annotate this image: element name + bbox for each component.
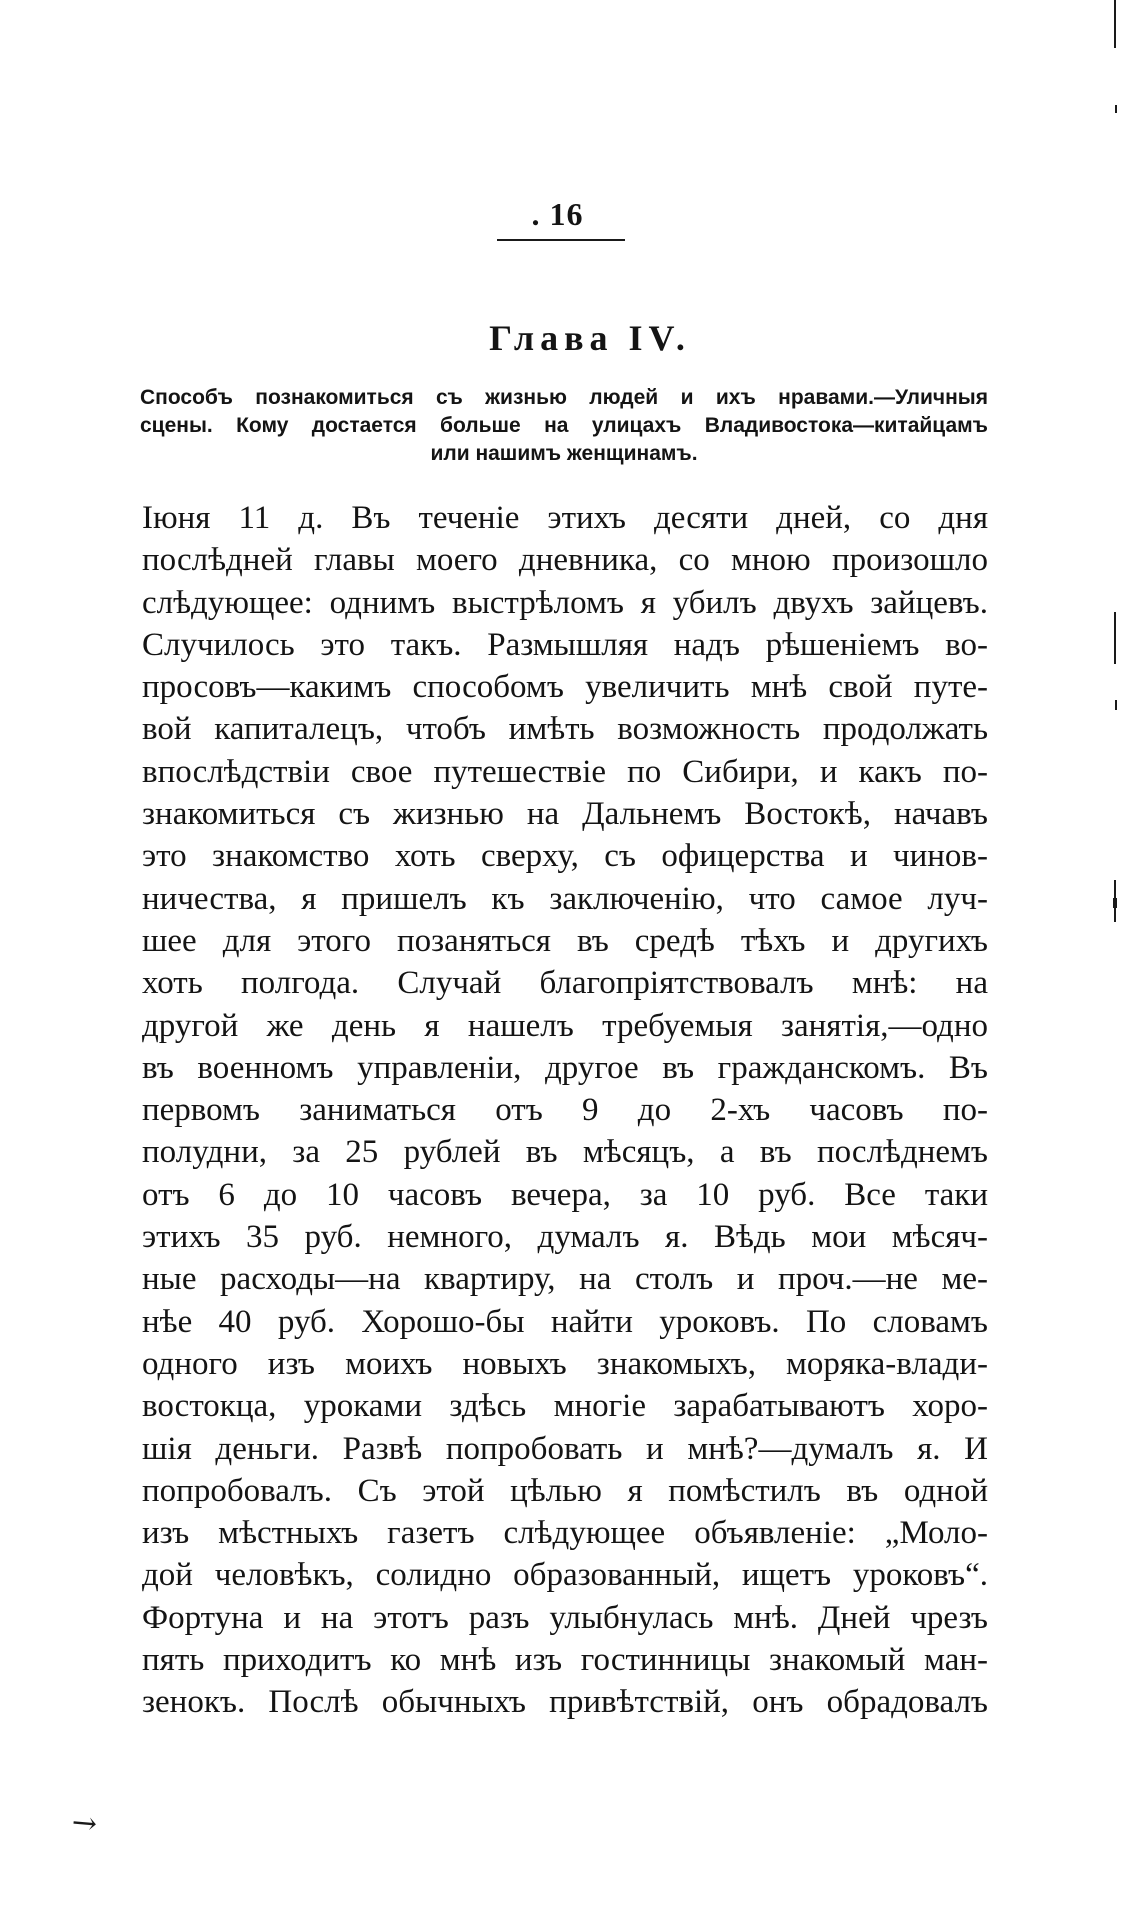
scan-mark bbox=[1115, 105, 1117, 113]
body-line: Фортуна и на этотъ разъ улыбнулась мнѣ. Дней чрезъ bbox=[142, 1599, 988, 1636]
body-line: первомъ заниматься отъ 9 до 2-хъ часовъ по- bbox=[142, 1092, 988, 1129]
body-line: послѣдней главы моего дневника, со мною произошло bbox=[142, 542, 988, 579]
summary-line: Способъ познакомиться съ жизнью людей и ихъ нравами.—Уличныя bbox=[140, 386, 988, 409]
body-line: пять приходитъ ко мнѣ изъ гостинницы знакомый ман- bbox=[142, 1642, 988, 1679]
page-number: . 16 bbox=[531, 196, 584, 232]
body-line: ные расходы—на квартиру, на столъ и проч.—не ме- bbox=[142, 1261, 988, 1298]
body-line: хоть полгода. Случай благопріятствовалъ мнѣ: на bbox=[142, 965, 988, 1002]
body-line: одного изъ моихъ новыхъ знакомыхъ, моряка-влади- bbox=[142, 1345, 988, 1382]
body-line: вой капиталецъ, чтобъ имѣть возможность продолжать bbox=[142, 711, 988, 748]
body-line: знакомиться съ жизнью на Дальнемъ Востокѣ, начавъ bbox=[142, 796, 988, 833]
body-line: ничества, я пришелъ къ заключенію, что самое луч- bbox=[142, 880, 988, 917]
scan-mark bbox=[1115, 700, 1117, 710]
scan-mark: ↘ bbox=[64, 1802, 105, 1845]
body-line: зенокъ. Послѣ обычныхъ привѣтствій, онъ обрадовалъ bbox=[142, 1684, 988, 1721]
scan-mark bbox=[1113, 898, 1117, 908]
page-number-rule bbox=[497, 239, 625, 241]
body-line: Іюня 11 д. Въ теченіе этихъ десяти дней, со дня bbox=[142, 500, 988, 536]
chapter-title: Глава IV. bbox=[489, 318, 691, 358]
body-line: шее для этого позаняться въ средѣ тѣхъ и другихъ bbox=[142, 922, 988, 959]
body-text bbox=[142, 497, 988, 1724]
body-line: этихъ 35 руб. немного, думалъ я. Вѣдь мои мѣсяч- bbox=[142, 1219, 988, 1256]
body-line: впослѣдствіи свое путешествіе по Сибири, и какъ по- bbox=[142, 753, 988, 790]
scan-mark bbox=[1114, 0, 1116, 48]
body-line: полудни, за 25 рублей въ мѣсяцъ, а въ послѣднемъ bbox=[142, 1134, 988, 1171]
body-line: изъ мѣстныхъ газетъ слѣдующее объявленіе: „Моло- bbox=[142, 1515, 988, 1552]
summary-line: или нашимъ женщинамъ. bbox=[430, 442, 698, 465]
chapter-summary bbox=[140, 384, 988, 468]
body-line: попробовалъ. Съ этой цѣлью я помѣстилъ въ одной bbox=[142, 1472, 988, 1509]
body-line: востокца, уроками здѣсь многіе зарабатываютъ хоро- bbox=[142, 1388, 988, 1425]
body-line: просовъ—какимъ способомъ увеличить мнѣ свой путе- bbox=[142, 669, 988, 706]
body-line: дой человѣкъ, солидно образованный, ищетъ уроковъ“. bbox=[142, 1557, 988, 1594]
summary-line: сцены. Кому достается больше на улицахъ Владивостока—китайцамъ bbox=[140, 414, 988, 437]
body-line: отъ 6 до 10 часовъ вечера, за 10 руб. Все таки bbox=[142, 1176, 988, 1213]
body-line: нѣе 40 руб. Хорошо-бы найти уроковъ. По словамъ bbox=[142, 1303, 988, 1340]
body-line: это знакомство хоть сверху, съ офицерства и чинов- bbox=[142, 838, 988, 875]
body-line: Случилось это такъ. Размышляя надъ рѣшеніемъ во- bbox=[142, 626, 988, 663]
scan-mark bbox=[1114, 612, 1116, 664]
body-line: шія деньги. Развѣ попробовать и мнѣ?—думалъ я. И bbox=[142, 1430, 988, 1467]
body-line: въ военномъ управленіи, другое въ гражданскомъ. Въ bbox=[142, 1049, 988, 1086]
body-line: другой же день я нашелъ требуемыя занятія,—одно bbox=[142, 1007, 988, 1044]
body-line: слѣдующее: однимъ выстрѣломъ я убилъ двухъ зайцевъ. bbox=[142, 584, 988, 621]
